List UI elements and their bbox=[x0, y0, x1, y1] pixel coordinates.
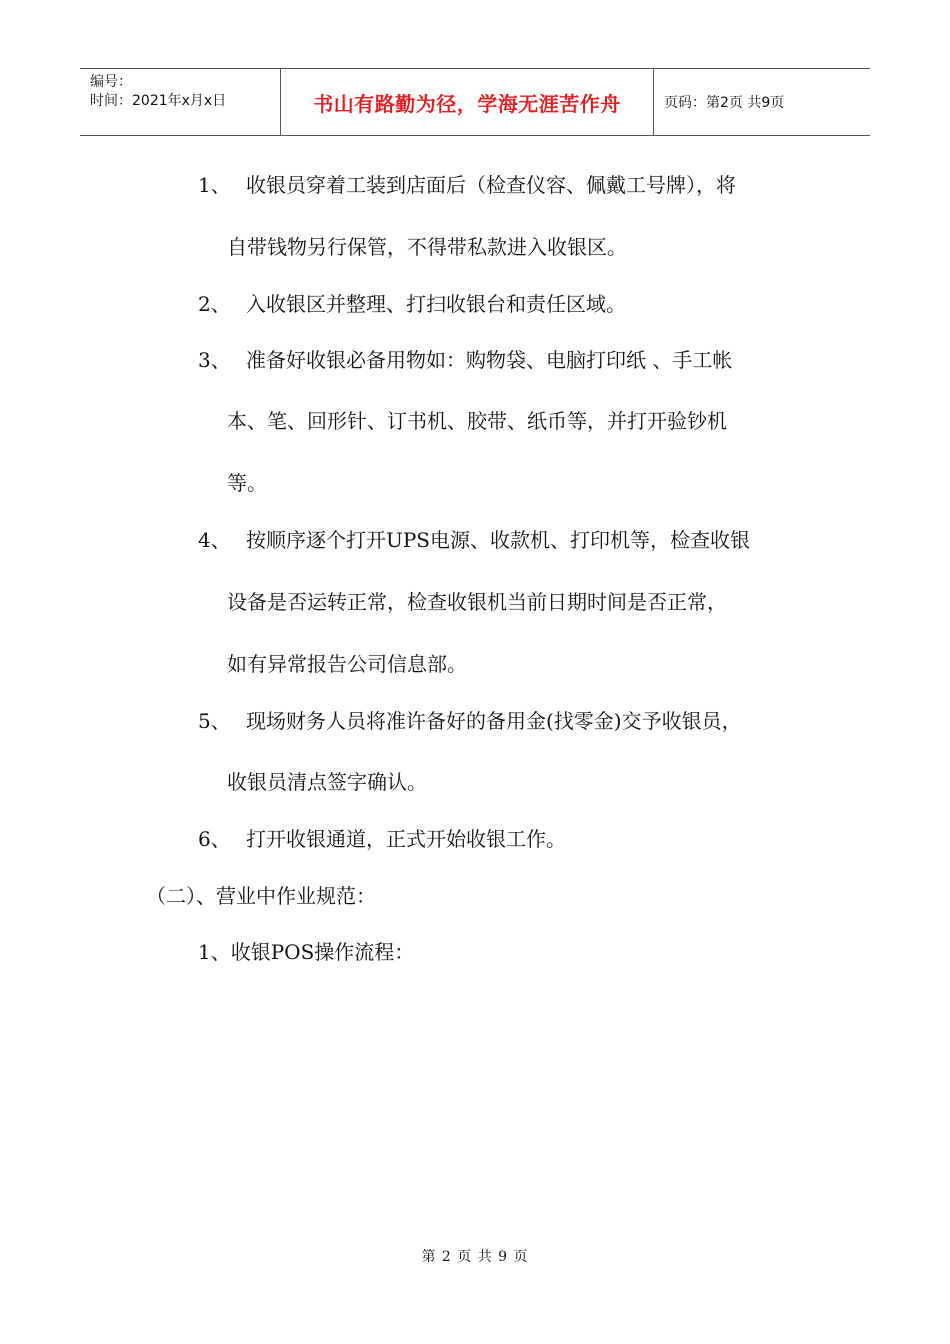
subsection-heading: 1、收银POS操作流程： bbox=[198, 940, 415, 964]
list-item-6-line-1 bbox=[198, 827, 566, 851]
list-item-text: 打开收银通道，正式开始收银工作。 bbox=[246, 827, 566, 851]
list-item-text: 现场财务人员将准许备好的备用金(找零金)交予收银员， bbox=[246, 709, 742, 733]
list-item-3-line-2: 本、笔、回形针、订书机、胶带、纸币等，并打开验钞机 bbox=[227, 409, 727, 433]
list-item-3-line-3: 等。 bbox=[227, 471, 267, 495]
list-item-4-line-3: 如有异常报告公司信息部。 bbox=[227, 652, 467, 676]
page-footer: 第 2 页 共 9 页 bbox=[421, 1249, 529, 1265]
header-motto-cell bbox=[281, 69, 654, 135]
page-header bbox=[80, 68, 870, 136]
list-item-text: 准备好收银必备用物如：购物袋、电脑打印纸 、手工帐 bbox=[246, 348, 733, 372]
header-motto: 书山有路勤为径，学海无涯苦作舟 bbox=[313, 91, 621, 116]
list-item-number: 2、 bbox=[198, 292, 231, 316]
list-item-5-line-1 bbox=[198, 709, 742, 733]
list-item-text: 按顺序逐个打开UPS电源、收款机、打印机等，检查收银 bbox=[246, 528, 751, 552]
list-item-number: 6、 bbox=[198, 827, 231, 851]
list-item-5-line-2: 收银员清点签字确认。 bbox=[227, 770, 427, 794]
list-item-4-line-1 bbox=[198, 528, 750, 552]
list-item-2-line-1 bbox=[198, 292, 626, 316]
list-item-4-line-2: 设备是否运转正常，检查收银机当前日期时间是否正常， bbox=[227, 590, 727, 614]
list-item-number: 1、 bbox=[198, 173, 231, 197]
list-item-number: 3、 bbox=[198, 348, 231, 372]
list-item-1-line-2: 自带钱物另行保管，不得带私款进入收银区。 bbox=[227, 235, 627, 259]
list-item-number: 5、 bbox=[198, 709, 231, 733]
list-item-3-line-1 bbox=[198, 348, 732, 372]
header-page-cell bbox=[654, 69, 870, 135]
list-item-1-line-1 bbox=[198, 173, 736, 197]
list-item-number: 4、 bbox=[198, 528, 231, 552]
header-meta-cell bbox=[80, 69, 281, 135]
header-date-label: 时间：2021年x月x日 bbox=[90, 93, 227, 109]
header-page-label: 页码：第2页 共9页 bbox=[664, 95, 785, 111]
list-item-text: 收银员穿着工装到店面后（检查仪容、佩戴工号牌），将 bbox=[246, 173, 736, 197]
list-item-text: 入收银区并整理、打扫收银台和责任区域。 bbox=[246, 292, 626, 316]
section-heading: （二）、营业中作业规范： bbox=[146, 884, 376, 908]
header-code-label: 编号： bbox=[90, 74, 132, 90]
